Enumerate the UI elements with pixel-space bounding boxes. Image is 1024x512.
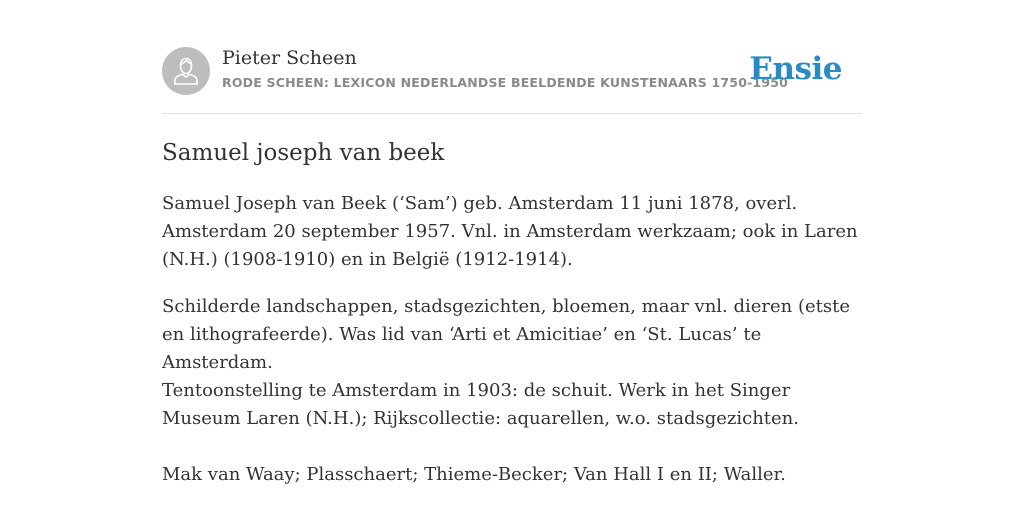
brand-logo[interactable]: Ensie <box>749 51 842 87</box>
source-name[interactable]: RODE SCHEEN: LEXICON NEDERLANDSE BEELDENDE KUNSTENAARS 1750-1950 <box>222 75 789 90</box>
article-page <box>162 0 862 512</box>
article-paragraph-2: Schilderde landschappen, stadsgezichten, bloemen, maar vnl. dieren (etste en lithografeerde). Was lid van ‘Arti et Amicitiae’ en ‘St. Lucas’ te Amsterdam. <box>162 296 851 373</box>
article-paragraph-1: Samuel Joseph van Beek (‘Sam’) geb. Amsterdam 11 juni 1878, overl. Amsterdam 20 september 1957. Vnl. in Amsterdam werkzaam; ook in Laren (N.H.) (1908-1910) en in België (1912-1914). <box>162 193 858 270</box>
author-name[interactable]: Pieter Scheen <box>222 47 357 69</box>
user-silhouette-icon <box>162 47 210 95</box>
article-paragraph-4: Mak van Waay; Plasschaert; Thieme-Becker; Van Hall I en II; Waller. <box>162 464 786 485</box>
avatar[interactable] <box>162 47 210 95</box>
article-paragraph-3: Tentoonstelling te Amsterdam in 1903: de schuit. Werk in het Singer Museum Laren (N.H.); Rijkscollectie: aquarellen, w.o. stadsgezichten. <box>162 380 799 429</box>
header-divider <box>162 113 862 114</box>
article-title: Samuel joseph van beek <box>162 140 445 166</box>
article-header <box>162 47 862 95</box>
